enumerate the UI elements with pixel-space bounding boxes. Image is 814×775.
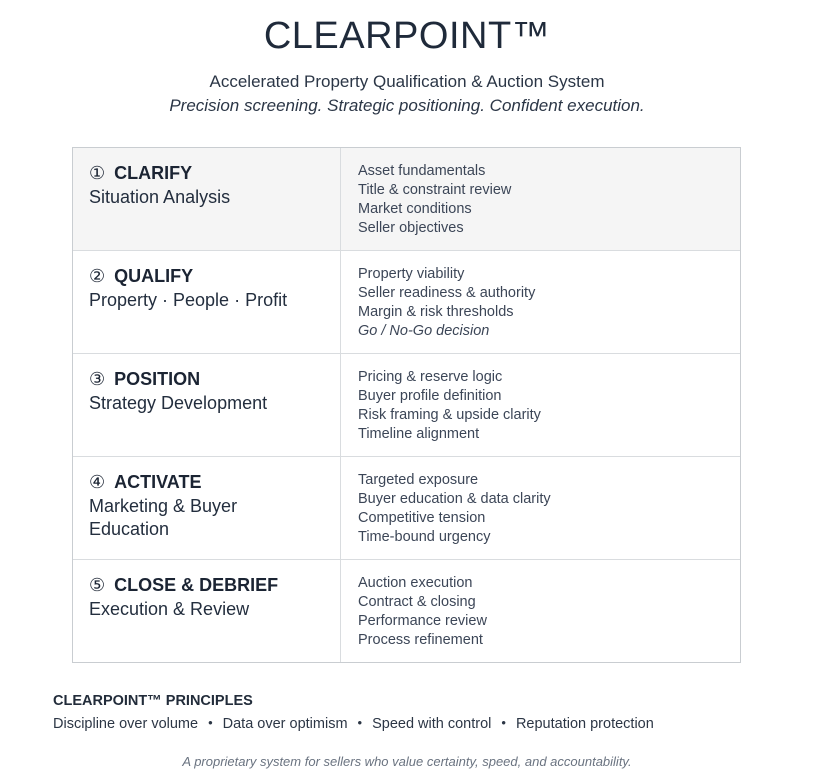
- phase-items-cell: [341, 354, 740, 456]
- phase-number-icon: ①: [89, 163, 111, 184]
- footer-note: A proprietary system for sellers who value certainty, speed, and accountability.: [182, 754, 632, 770]
- phase-item: Performance review: [358, 613, 487, 630]
- principle-item: Data over optimism: [222, 716, 348, 733]
- phase-item: Pricing & reserve logic: [358, 369, 503, 386]
- phase-row: [73, 148, 740, 250]
- phase-number-icon: ②: [89, 266, 111, 287]
- phase-name-cell: [73, 457, 341, 559]
- phase-name: ACTIVATE: [114, 472, 202, 493]
- phase-table: [72, 147, 741, 663]
- phase-item: Title & constraint review: [358, 182, 512, 199]
- principles-section: [53, 692, 814, 734]
- phase-name-cell: [73, 354, 341, 456]
- phase-row: [73, 559, 740, 662]
- phase-title: [89, 162, 300, 185]
- phase-title: [89, 471, 300, 494]
- principle-item: Reputation protection: [515, 716, 654, 733]
- phase-name: CLOSE & DEBRIEF: [114, 575, 279, 596]
- phase-descriptor: Property · People · Profit: [89, 290, 288, 311]
- phase-item: Contract & closing: [358, 594, 476, 611]
- phase-descriptor: Situation Analysis: [89, 187, 231, 208]
- phase-item: Margin & risk thresholds: [358, 304, 514, 321]
- phase-title: [89, 574, 300, 597]
- phase-number-icon: ③: [89, 369, 111, 390]
- phase-item: Competitive tension: [358, 510, 486, 527]
- phase-item: Auction execution: [358, 575, 473, 592]
- phase-name: POSITION: [114, 369, 201, 390]
- doc-tagline: Precision screening. Strategic positioning. Confident execution.: [169, 96, 645, 116]
- clearpoint-document: [0, 16, 814, 775]
- phase-item: Targeted exposure: [358, 472, 479, 489]
- phase-item: Buyer education & data clarity: [358, 491, 551, 508]
- phase-items-cell: [341, 560, 740, 662]
- principles-list: [53, 714, 814, 734]
- phase-item: Buyer profile definition: [358, 388, 502, 405]
- phase-descriptor: Strategy Development: [89, 393, 268, 414]
- principle-item: Discipline over volume: [53, 716, 199, 733]
- phase-item: Risk framing & upside clarity: [358, 407, 541, 424]
- phase-row: [73, 250, 740, 353]
- phase-item: Time-bound urgency: [358, 529, 491, 546]
- bullet-separator-icon: •: [208, 715, 213, 731]
- phase-number-icon: ⑤: [89, 575, 111, 596]
- phase-name: QUALIFY: [114, 266, 194, 287]
- phase-item: Process refinement: [358, 632, 483, 649]
- principles-heading: CLEARPOINT™ PRINCIPLES: [53, 693, 253, 710]
- phase-row: [73, 353, 740, 456]
- phase-descriptor: Execution & Review: [89, 599, 250, 620]
- phase-item: Market conditions: [358, 201, 472, 218]
- bullet-separator-icon: •: [501, 715, 506, 731]
- phase-items-cell: [341, 457, 740, 559]
- phase-item: Asset fundamentals: [358, 163, 486, 180]
- phase-item: Go / No-Go decision: [358, 323, 490, 340]
- page-title: CLEARPOINT™: [263, 15, 551, 57]
- phase-name-cell: [73, 560, 341, 662]
- phase-item: Seller objectives: [358, 220, 464, 237]
- phase-item: Timeline alignment: [358, 426, 480, 443]
- principle-item: Speed with control: [372, 716, 492, 733]
- phase-name-cell: [73, 148, 341, 250]
- phase-descriptor: Marketing & Buyer Education: [89, 496, 238, 540]
- doc-subtitle: Accelerated Property Qualification & Auction System: [209, 71, 605, 91]
- phase-row: [73, 456, 740, 559]
- phase-number-icon: ④: [89, 472, 111, 493]
- phase-item: Seller readiness & authority: [358, 285, 536, 302]
- phase-item: Property viability: [358, 266, 465, 283]
- phase-title: [89, 368, 300, 391]
- phase-title: [89, 265, 300, 288]
- phase-name-cell: [73, 251, 341, 353]
- phase-items-cell: [341, 251, 740, 353]
- bullet-separator-icon: •: [357, 715, 363, 731]
- phase-name: CLARIFY: [114, 163, 193, 184]
- phase-items-cell: [341, 148, 740, 250]
